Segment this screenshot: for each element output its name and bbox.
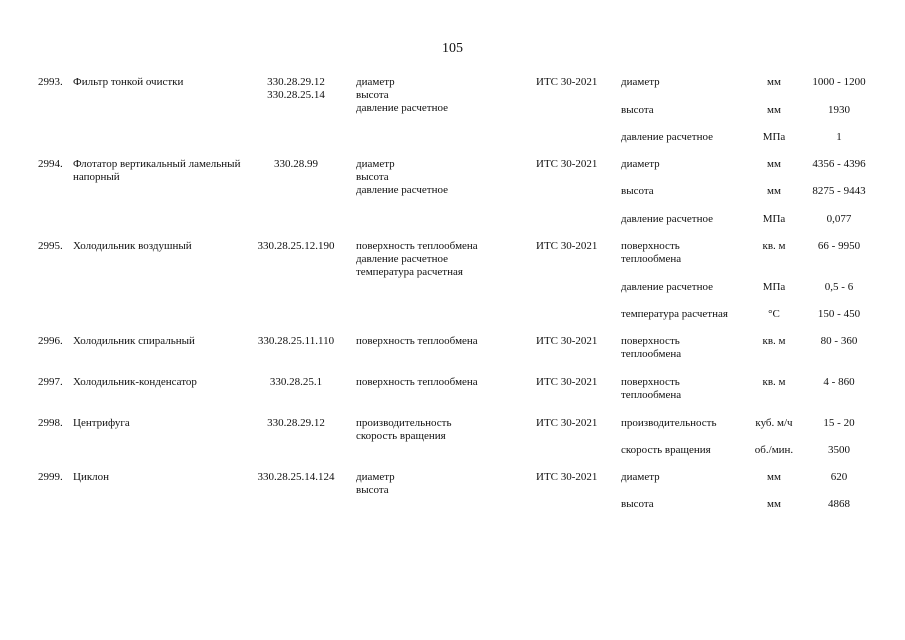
- parameter-name-line: диаметр: [621, 76, 660, 88]
- equipment-codes: [240, 158, 352, 171]
- parameter-unit: МПа: [762, 213, 786, 225]
- characteristics-list: [356, 158, 534, 197]
- parameter-unit: кв. м: [762, 376, 786, 388]
- code-line: 330.28.25.12.190: [257, 240, 335, 252]
- entry-number: 2999.: [38, 471, 63, 483]
- equipment-codes: [240, 417, 352, 430]
- equipment-name: Центрифуга: [73, 417, 130, 429]
- parameter-value: 3500: [828, 444, 850, 456]
- characteristics-list: [356, 376, 534, 389]
- parameter-name: [621, 240, 753, 266]
- characteristics-list: [356, 335, 534, 348]
- equipment-codes: [240, 76, 352, 102]
- characteristic-line: скорость вращения: [356, 430, 446, 442]
- characteristic-line: давление расчетное: [356, 102, 448, 114]
- parameter-value: 1: [836, 131, 842, 143]
- parameter-unit: мм: [767, 76, 781, 88]
- parameter-name-line: теплообмена: [621, 389, 682, 401]
- parameter-name-line: высота: [621, 104, 654, 116]
- parameter-name-line: поверхность: [621, 376, 680, 388]
- characteristic-line: температура расчетная: [356, 266, 463, 278]
- code-line: 330.28.25.14: [267, 89, 325, 101]
- parameter-name-line: производительность: [621, 417, 717, 429]
- code-line: 330.28.29.12: [267, 417, 325, 429]
- entry-number: 2995.: [38, 240, 63, 252]
- parameter-name: [621, 76, 753, 89]
- equipment-codes: [240, 471, 352, 484]
- code-line: 330.28.25.11.110: [257, 335, 335, 347]
- characteristic-line: поверхность теплообмена: [356, 240, 478, 252]
- standard-reference: ИТС 30-2021: [536, 335, 598, 347]
- characteristic-line: диаметр: [356, 76, 395, 88]
- standard-reference: ИТС 30-2021: [536, 471, 598, 483]
- parameter-value: 4 - 860: [823, 376, 855, 388]
- characteristic-line: диаметр: [356, 158, 395, 170]
- parameter-name-line: давление расчетное: [621, 131, 713, 143]
- entry-number: 2998.: [38, 417, 63, 429]
- standard-reference: ИТС 30-2021: [536, 240, 598, 252]
- parameter-name-line: давление расчетное: [621, 213, 713, 225]
- parameter-value: 620: [830, 471, 848, 483]
- code-line: 330.28.25.14.124: [257, 471, 335, 483]
- parameter-unit: мм: [767, 158, 781, 170]
- parameter-name-line: давление расчетное: [621, 281, 713, 293]
- parameter-unit: мм: [767, 471, 781, 483]
- standard-reference: ИТС 30-2021: [536, 417, 598, 429]
- parameter-value: 15 - 20: [823, 417, 855, 429]
- standard-reference: ИТС 30-2021: [536, 376, 598, 388]
- characteristic-line: поверхность теплообмена: [356, 335, 478, 347]
- parameter-value: 0,5 - 6: [824, 281, 854, 293]
- characteristic-line: высота: [356, 484, 389, 496]
- parameter-name-line: высота: [621, 498, 654, 510]
- parameter-name-line: поверхность: [621, 240, 680, 252]
- equipment-name: Холодильник спиральный: [73, 335, 195, 347]
- parameter-name: [621, 308, 753, 321]
- parameter-name: [621, 444, 753, 457]
- characteristic-line: давление расчетное: [356, 184, 448, 196]
- parameter-unit: °C: [768, 308, 780, 320]
- equipment-name: Флотатор вертикальный ламельный напорный: [73, 158, 241, 183]
- parameter-value: 4868: [828, 498, 850, 510]
- characteristics-list: [356, 76, 534, 115]
- characteristic-line: высота: [356, 89, 389, 101]
- parameter-name-line: диаметр: [621, 471, 660, 483]
- standard-reference: ИТС 30-2021: [536, 158, 598, 170]
- entry-number: 2994.: [38, 158, 63, 170]
- characteristic-line: поверхность теплообмена: [356, 376, 478, 388]
- entry-number: 2997.: [38, 376, 63, 388]
- parameter-unit: МПа: [762, 131, 786, 143]
- parameter-name: [621, 185, 753, 198]
- parameter-value: 66 - 9950: [817, 240, 861, 252]
- parameter-unit: кв. м: [762, 240, 786, 252]
- standard-reference: ИТС 30-2021: [536, 76, 598, 88]
- parameter-unit: мм: [767, 498, 781, 510]
- parameter-name-line: теплообмена: [621, 348, 682, 360]
- equipment-codes: [240, 376, 352, 389]
- parameter-name-line: поверхность: [621, 335, 680, 347]
- characteristics-list: [356, 417, 534, 443]
- parameter-value: 80 - 360: [820, 335, 858, 347]
- code-line: 330.28.99: [274, 158, 318, 170]
- parameter-value: 1000 - 1200: [812, 76, 866, 88]
- entry-number: 2993.: [38, 76, 63, 88]
- parameter-name: [621, 213, 753, 226]
- parameter-name: [621, 498, 753, 511]
- parameter-name: [621, 158, 753, 171]
- parameter-name-line: диаметр: [621, 158, 660, 170]
- equipment-name: Циклон: [73, 471, 110, 483]
- parameter-value: 150 - 450: [817, 308, 861, 320]
- parameter-name-line: высота: [621, 185, 654, 197]
- equipment-name: Холодильник воздушный: [73, 240, 192, 252]
- parameter-value: 0,077: [826, 213, 852, 225]
- code-line: 330.28.29.12: [267, 76, 325, 88]
- characteristic-line: диаметр: [356, 471, 395, 483]
- parameter-name: [621, 376, 753, 402]
- parameter-name-line: скорость вращения: [621, 444, 711, 456]
- characteristic-line: высота: [356, 171, 389, 183]
- code-line: 330.28.25.1: [269, 376, 323, 388]
- parameter-value: 4356 - 4396: [812, 158, 866, 170]
- entry-number: 2996.: [38, 335, 63, 347]
- equipment-name: Холодильник-конденсатор: [73, 376, 197, 388]
- parameter-name: [621, 417, 753, 430]
- parameter-name-line: температура расчетная: [621, 308, 728, 320]
- equipment-codes: [240, 335, 352, 348]
- equipment-codes: [240, 240, 352, 253]
- parameter-unit: мм: [767, 185, 781, 197]
- parameter-name: [621, 335, 753, 361]
- page-number: 105: [442, 41, 463, 56]
- characteristic-line: производительность: [356, 417, 452, 429]
- parameter-value: 8275 - 9443: [812, 185, 866, 197]
- parameter-value: 1930: [828, 104, 850, 116]
- parameter-name: [621, 131, 753, 144]
- parameter-unit: об./мин.: [754, 444, 794, 456]
- parameter-name: [621, 281, 753, 294]
- equipment-name: Фильтр тонкой очистки: [73, 76, 184, 88]
- parameter-name: [621, 104, 753, 117]
- parameter-unit: кв. м: [762, 335, 786, 347]
- characteristic-line: давление расчетное: [356, 253, 448, 265]
- parameter-name-line: теплообмена: [621, 253, 682, 265]
- parameter-unit: МПа: [762, 281, 786, 293]
- characteristics-list: [356, 471, 534, 497]
- parameter-unit: куб. м/ч: [755, 417, 793, 429]
- parameter-name: [621, 471, 753, 484]
- parameter-unit: мм: [767, 104, 781, 116]
- characteristics-list: [356, 240, 534, 279]
